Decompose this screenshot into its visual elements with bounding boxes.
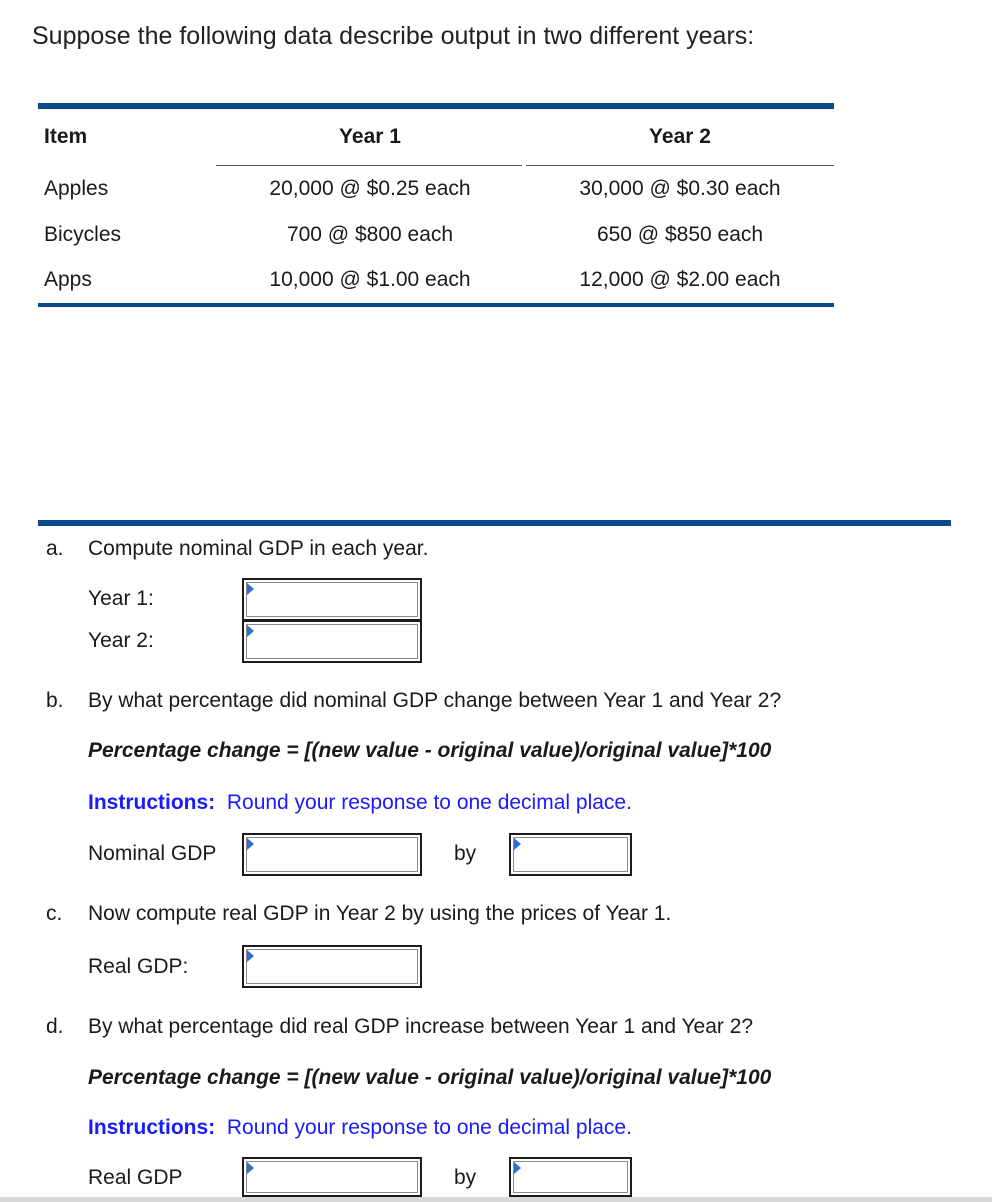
table-row-bicycles-item: Bicycles: [44, 223, 122, 246]
part-d-row-label: Real GDP: [88, 1166, 183, 1189]
part-b-by-label: by: [454, 842, 477, 865]
dropdown-triangle-icon: [247, 838, 254, 850]
dropdown-triangle-icon: [247, 583, 254, 595]
part-b-instructions: [88, 791, 632, 815]
part-d-instructions-label: Instructions:: [88, 1116, 216, 1139]
part-b-percent-input[interactable]: [509, 833, 632, 876]
part-b-row-label: Nominal GDP: [88, 842, 217, 865]
part-d-formula: Percentage change = [(new value - original value)/original value]*100: [88, 1066, 772, 1089]
part-b-direction-select[interactable]: [242, 833, 422, 876]
table-row-apps-year1: 10,000 @ $1.00 each: [269, 268, 471, 291]
dropdown-triangle-icon: [247, 625, 254, 637]
table-row-apples-item: Apples: [44, 177, 109, 200]
part-a-year2-label: Year 2:: [88, 629, 154, 652]
table-row-apples-year2: 30,000 @ $0.30 each: [579, 177, 781, 200]
table-bottom-rule: [38, 303, 834, 307]
part-b-instructions-text: Round your response to one decimal place.: [226, 791, 632, 814]
header-underline-year2: [526, 165, 834, 166]
table-row-apples-year1: 20,000 @ $0.25 each: [269, 177, 471, 200]
table-row-bicycles-year1: 700 @ $800 each: [286, 223, 454, 246]
part-a-year2-input[interactable]: [242, 620, 422, 663]
part-a-year1-input[interactable]: [242, 578, 422, 621]
part-b-question: By what percentage did nominal GDP change between Year 1 and Year 2?: [88, 689, 782, 712]
part-d-direction-select[interactable]: [242, 1157, 422, 1197]
part-a-question: Compute nominal GDP in each year.: [88, 537, 429, 560]
dropdown-triangle-icon: [247, 1162, 254, 1174]
part-d-question: By what percentage did real GDP increase between Year 1 and Year 2?: [88, 1015, 754, 1038]
part-d-letter: d.: [46, 1015, 64, 1038]
dropdown-triangle-icon: [247, 950, 254, 962]
header-underline-year1: [216, 165, 522, 166]
table-top-rule: [38, 103, 834, 109]
part-a-year1-label: Year 1:: [88, 587, 154, 610]
part-c-letter: c.: [46, 902, 63, 925]
part-c-row-label: Real GDP:: [88, 955, 189, 978]
col-header-year2: Year 2: [649, 125, 711, 148]
part-b-letter: b.: [46, 689, 64, 712]
table-row-apps-item: Apps: [44, 268, 92, 291]
col-header-year1: Year 1: [339, 125, 401, 148]
table-row-apps-year2: 12,000 @ $2.00 each: [579, 268, 781, 291]
section-divider: [38, 520, 951, 526]
part-a-letter: a.: [46, 537, 64, 560]
table-row-bicycles-year2: 650 @ $850 each: [596, 223, 764, 246]
part-c-real-gdp-input[interactable]: [242, 945, 422, 988]
part-d-by-label: by: [454, 1166, 477, 1189]
part-b-formula: Percentage change = [(new value - original value)/original value]*100: [88, 739, 772, 762]
bottom-edge: [0, 1197, 992, 1202]
part-d-instructions-text: Round your response to one decimal place.: [226, 1116, 632, 1139]
intro-text: Suppose the following data describe output in two different years:: [32, 22, 755, 50]
part-d-percent-input[interactable]: [509, 1157, 632, 1197]
part-b-instructions-label: Instructions:: [88, 791, 216, 814]
part-d-instructions: [88, 1116, 632, 1140]
dropdown-triangle-icon: [514, 838, 521, 850]
dropdown-triangle-icon: [514, 1162, 521, 1174]
part-c-question: Now compute real GDP in Year 2 by using the prices of Year 1.: [88, 902, 672, 925]
col-header-item: Item: [44, 125, 88, 148]
